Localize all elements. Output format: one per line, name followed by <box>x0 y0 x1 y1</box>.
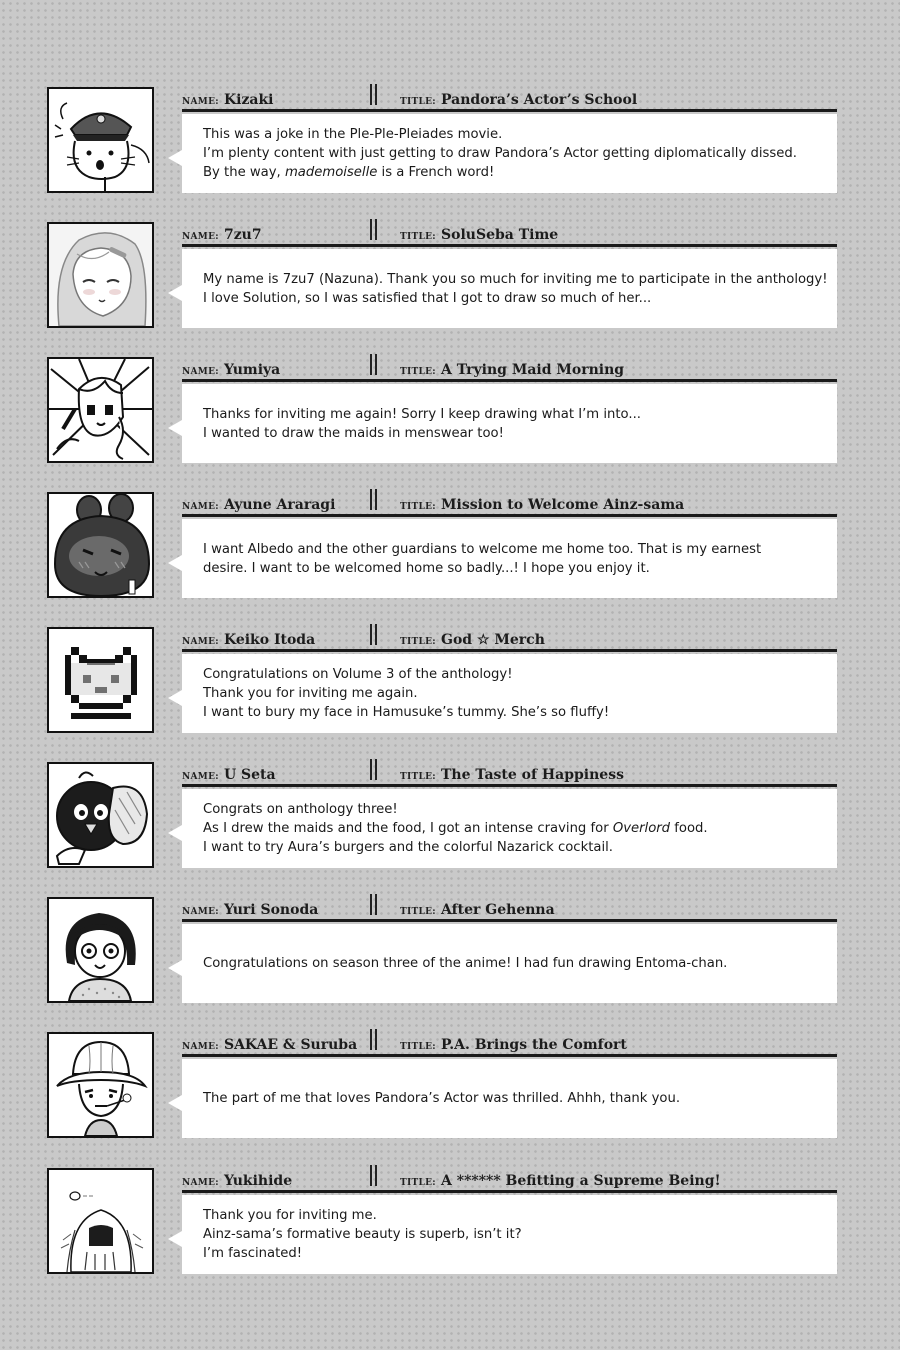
title-label: TITLE: <box>400 232 436 242</box>
title-label: TITLE: <box>400 637 436 647</box>
message-line: I wanted to draw the maids in menswear too! <box>203 425 504 441</box>
italic-term: mademoiselle <box>284 165 378 180</box>
speech-bubble <box>182 654 837 733</box>
contributor-name: 7zu7 <box>223 227 262 243</box>
story-title: P.A. Brings the Comfort <box>441 1037 627 1053</box>
name-label: NAME: <box>182 367 219 377</box>
message-line: Thanks for inviting me again! Sorry I keep drawing what I’m into... <box>203 406 641 422</box>
contributor-name: Keiko Itoda <box>223 632 316 648</box>
contributor-entry <box>0 627 900 737</box>
story-title: God ☆ Merch <box>441 632 545 648</box>
title-label: TITLE: <box>400 772 436 782</box>
entry-header <box>182 357 837 382</box>
speech-bubble <box>182 114 837 193</box>
name-label: NAME: <box>182 772 219 782</box>
title-label: TITLE: <box>400 502 436 512</box>
story-title: SoluSeba Time <box>441 227 559 243</box>
contributor-entry <box>0 1032 900 1142</box>
title-label: TITLE: <box>400 1178 436 1188</box>
italic-term: Overlord <box>612 821 671 836</box>
contributor-entry <box>0 1168 900 1278</box>
header-divider <box>370 219 377 240</box>
smiling-girl-hairclip-icon <box>47 222 154 328</box>
story-title: The Taste of Happiness <box>441 767 624 783</box>
message-line: As I drew the maids and the food, I got an intense craving for <box>203 821 613 836</box>
entry-header <box>182 897 837 922</box>
title-label: TITLE: <box>400 97 436 107</box>
message-text <box>203 540 761 578</box>
message-line: Thank you for inviting me. <box>203 1208 377 1223</box>
speech-bubble <box>182 1195 837 1274</box>
name-label: NAME: <box>182 502 219 512</box>
name-label: NAME: <box>182 907 219 917</box>
header-divider <box>370 84 377 105</box>
message-line: food. <box>670 821 708 836</box>
speech-bubble <box>182 1059 837 1138</box>
message-line: I want to bury my face in Hamusuke’s tummy. She’s so fluffy! <box>203 705 610 720</box>
hooded-ghost-icon <box>47 1168 154 1274</box>
message-line: I love Solution, so I was satisfied that I got to draw so much of her... <box>203 290 652 306</box>
contributor-entry <box>0 492 900 602</box>
name-label: NAME: <box>182 97 219 107</box>
contributor-name: SAKAE & Suruba <box>223 1037 358 1053</box>
message-line: By the way, <box>203 165 285 180</box>
entry-header <box>182 222 837 247</box>
contributor-entry <box>0 357 900 467</box>
contributor-name: Ayune Araragi <box>223 497 336 513</box>
contributor-name: Kizaki <box>223 92 274 108</box>
contributor-name: Yumiya <box>223 362 281 378</box>
header-divider <box>370 489 377 510</box>
header-divider <box>370 1029 377 1050</box>
speech-bubble <box>182 384 837 463</box>
speech-bubble <box>182 519 837 598</box>
contributor-entry <box>0 762 900 872</box>
entry-header <box>182 492 837 517</box>
header-divider <box>370 354 377 375</box>
message-line: Congratulations on Volume 3 of the anthology! <box>203 667 513 682</box>
message-line: I’m fascinated! <box>203 1246 303 1261</box>
cat-officer-cap-icon <box>47 87 154 193</box>
blushing-bear-icon <box>47 492 154 598</box>
story-title: Mission to Welcome Ainz-sama <box>441 497 685 513</box>
header-divider <box>370 894 377 915</box>
message-text <box>203 1089 680 1108</box>
message-text <box>203 800 708 857</box>
title-label: TITLE: <box>400 1042 436 1052</box>
message-line: desire. I want to be welcomed home so badly...! I hope you enjoy it. <box>203 560 650 576</box>
name-label: NAME: <box>182 232 219 242</box>
contributor-name: U Seta <box>223 767 276 783</box>
contributor-entry <box>0 897 900 1007</box>
message-line: I’m plenty content with just getting to draw Pandora’s Actor getting diplomatically dissed. <box>203 146 797 161</box>
name-label: NAME: <box>182 637 219 647</box>
message-text <box>203 954 727 973</box>
title-label: TITLE: <box>400 367 436 377</box>
artist-with-pen-burst-icon <box>47 357 154 463</box>
entry-header <box>182 762 837 787</box>
story-title: A Trying Maid Morning <box>441 362 625 378</box>
entry-header <box>182 1168 837 1193</box>
message-text <box>203 125 797 182</box>
message-text <box>203 1206 522 1263</box>
title-label: TITLE: <box>400 907 436 917</box>
header-divider <box>370 624 377 645</box>
name-label: NAME: <box>182 1042 219 1052</box>
bucket-hat-person-icon <box>47 1032 154 1138</box>
message-text <box>203 270 828 308</box>
message-text <box>203 405 641 443</box>
message-text <box>203 665 609 722</box>
message-line: Congratulations on season three of the anime! I had fun drawing Entoma-chan. <box>203 956 728 971</box>
message-line: Congrats on anthology three! <box>203 802 398 817</box>
story-title: Pandora’s Actor’s School <box>441 92 638 108</box>
message-line: is a French word! <box>377 165 495 180</box>
pixel-cat-icon <box>47 627 154 733</box>
header-divider <box>370 759 377 780</box>
entry-header <box>182 627 837 652</box>
contributor-entry <box>0 222 900 332</box>
girl-with-glasses-icon <box>47 897 154 1003</box>
message-line: I want Albedo and the other guardians to welcome me home too. That is my earnest <box>203 541 762 557</box>
round-bird-with-bread-icon <box>47 762 154 868</box>
message-line: This was a joke in the Ple-Ple-Pleiades movie. <box>203 127 503 142</box>
story-title: After Gehenna <box>441 902 555 918</box>
message-line: The part of me that loves Pandora’s Actor was thrilled. Ahhh, thank you. <box>203 1091 681 1106</box>
message-line: I want to try Aura’s burgers and the colorful Nazarick cocktail. <box>203 840 613 855</box>
speech-bubble <box>182 924 837 1003</box>
entry-header <box>182 1032 837 1057</box>
contributor-name: Yukihide <box>223 1173 293 1189</box>
speech-bubble <box>182 249 837 328</box>
entry-header <box>182 87 837 112</box>
contributor-entry <box>0 87 900 197</box>
message-line: Thank you for inviting me again. <box>203 686 418 701</box>
message-line: My name is 7zu7 (Nazuna). Thank you so much for inviting me to participate in the anthology! <box>203 271 828 287</box>
story-title: A ****** Befitting a Supreme Being! <box>441 1173 721 1189</box>
name-label: NAME: <box>182 1178 219 1188</box>
speech-bubble <box>182 789 837 868</box>
message-line: Ainz-sama’s formative beauty is superb, isn’t it? <box>203 1227 522 1242</box>
contributor-name: Yuri Sonoda <box>223 902 319 918</box>
header-divider <box>370 1165 377 1186</box>
